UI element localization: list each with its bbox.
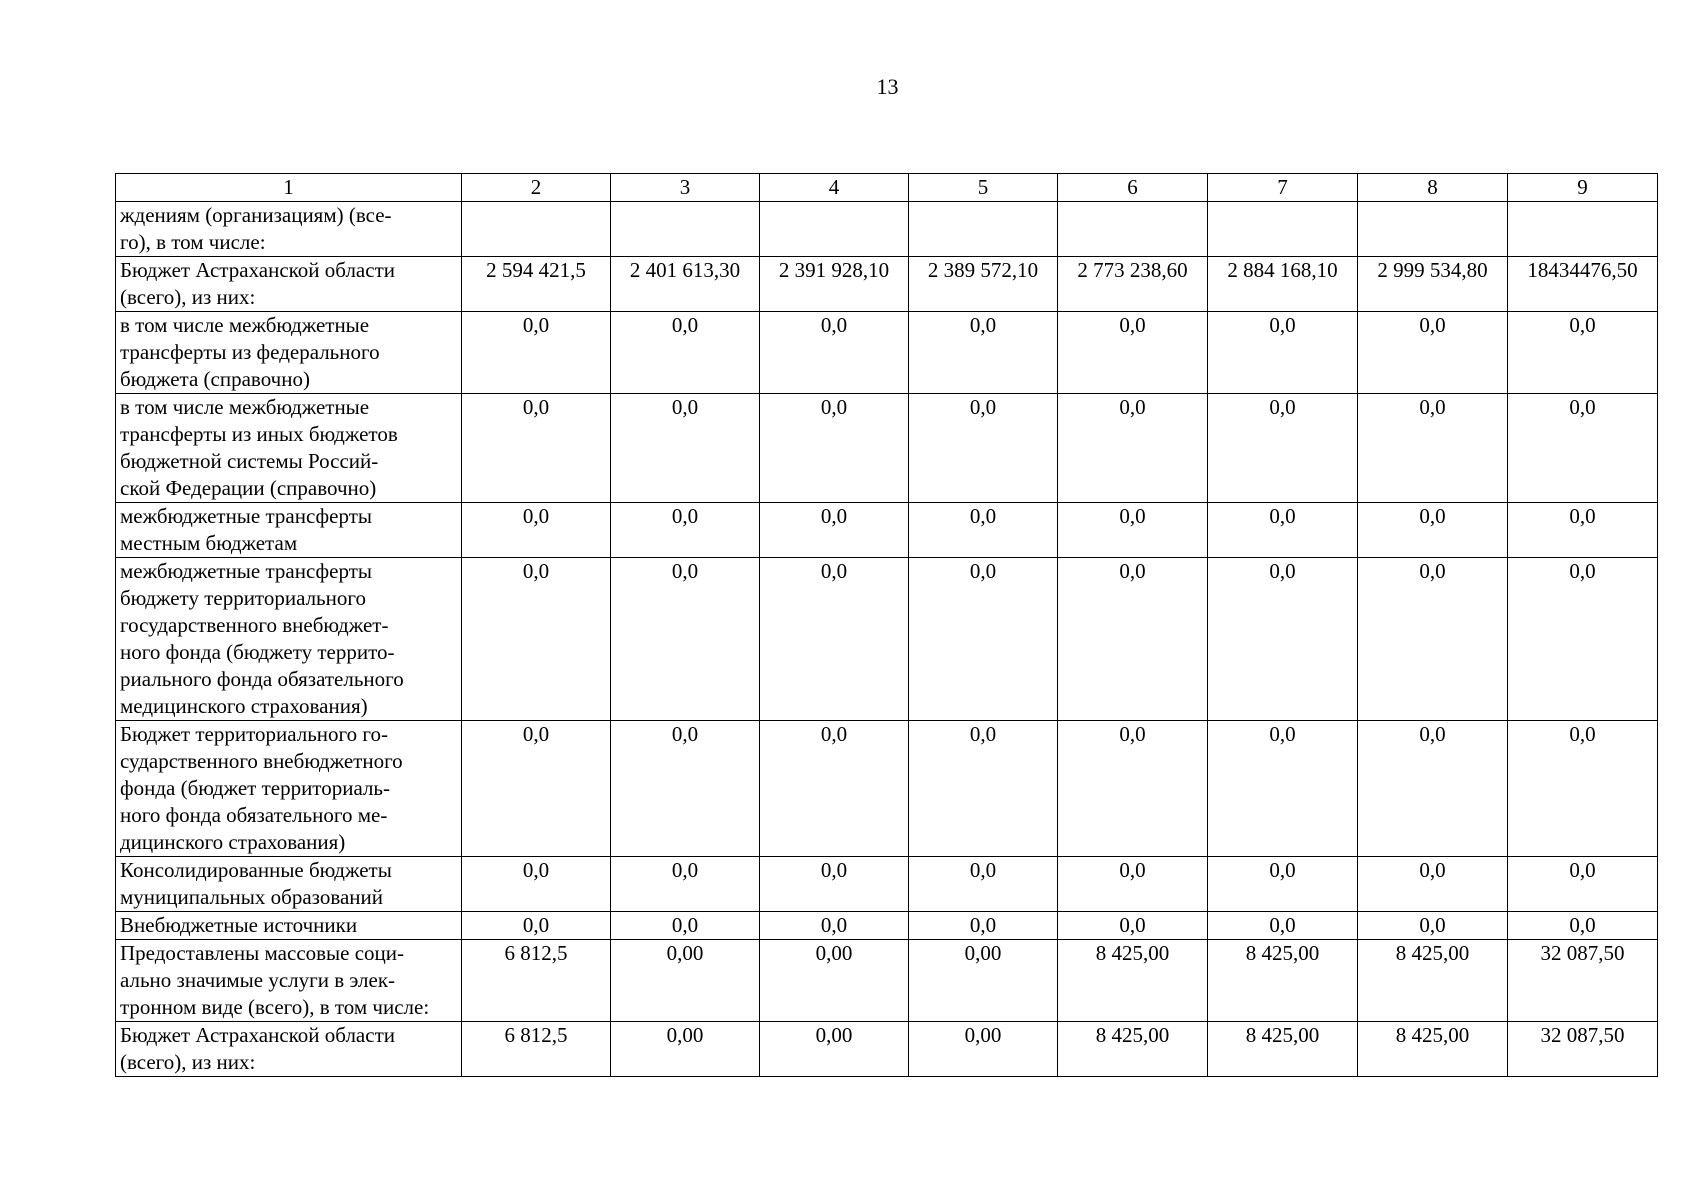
value-cell	[1058, 202, 1208, 257]
value-cell: 0,0	[1208, 857, 1358, 912]
value-cell: 0,0	[1358, 312, 1508, 394]
table-row	[116, 257, 1658, 312]
value-cell: 0,0	[462, 721, 611, 857]
value-cell: 0,0	[1358, 503, 1508, 558]
row-label-line: ного фонда обязательного ме-	[120, 803, 388, 827]
value-cell: 0,0	[909, 857, 1058, 912]
table-row	[116, 312, 1658, 394]
value-cell: 0,0	[1208, 394, 1358, 503]
value-cell: 0,0	[462, 912, 611, 940]
column-number-header: 7	[1208, 174, 1358, 202]
column-number-header: 9	[1508, 174, 1658, 202]
value-cell: 0,0	[1358, 394, 1508, 503]
table-row	[116, 857, 1658, 912]
column-number-header: 5	[909, 174, 1058, 202]
value-cell: 0,0	[611, 394, 760, 503]
value-cell: 0,0	[1058, 503, 1208, 558]
value-cell: 0,00	[611, 1022, 760, 1077]
value-cell: 0,00	[909, 940, 1058, 1022]
row-label-line: бюджета (справочно)	[120, 367, 310, 391]
row-label-line: го), в том числе:	[120, 230, 266, 254]
value-cell	[611, 202, 760, 257]
value-cell: 0,0	[1058, 857, 1208, 912]
value-cell: 0,0	[611, 503, 760, 558]
value-cell: 0,0	[1058, 558, 1208, 721]
value-cell: 0,0	[1358, 558, 1508, 721]
value-cell: 0,0	[462, 503, 611, 558]
row-label-line: (всего), из них:	[120, 285, 256, 309]
row-label-line: бюджету территориального	[120, 586, 366, 610]
value-cell: 2 594 421,5	[462, 257, 611, 312]
value-cell: 0,00	[760, 940, 909, 1022]
value-cell: 8 425,00	[1058, 1022, 1208, 1077]
value-cell: 0,0	[760, 312, 909, 394]
value-cell: 0,0	[909, 558, 1058, 721]
value-cell: 0,0	[462, 312, 611, 394]
value-cell: 0,0	[1208, 558, 1358, 721]
value-cell: 0,0	[462, 394, 611, 503]
row-label-line: ного фонда (бюджету террито-	[120, 640, 395, 664]
value-cell: 2 389 572,10	[909, 257, 1058, 312]
page-number: 13	[876, 74, 899, 99]
row-label-line: дицинского страхования)	[120, 830, 346, 854]
value-cell: 8 425,00	[1058, 940, 1208, 1022]
value-cell: 0,0	[611, 912, 760, 940]
value-cell: 8 425,00	[1208, 1022, 1358, 1077]
budget-table	[115, 173, 1658, 1077]
column-number-header: 8	[1358, 174, 1508, 202]
value-cell: 0,0	[1058, 912, 1208, 940]
value-cell: 0,0	[1508, 912, 1658, 940]
row-label-line: муниципальных образований	[120, 885, 383, 909]
row-label-line: (всего), из них:	[120, 1050, 256, 1074]
table-row	[116, 503, 1658, 558]
value-cell: 8 425,00	[1358, 1022, 1508, 1077]
value-cell	[909, 202, 1058, 257]
value-cell: 0,0	[611, 721, 760, 857]
value-cell: 0,0	[1508, 857, 1658, 912]
table-row	[116, 721, 1658, 857]
value-cell: 0,0	[611, 558, 760, 721]
row-label-line: Бюджет территориального го-	[120, 722, 388, 746]
value-cell: 0,00	[760, 1022, 909, 1077]
row-label-line: ждениям (организациям) (все-	[120, 203, 392, 227]
value-cell: 0,0	[760, 503, 909, 558]
row-label-cell	[116, 721, 462, 857]
row-label-line: риального фонда обязательного	[120, 667, 404, 691]
value-cell: 0,0	[611, 857, 760, 912]
value-cell: 0,0	[1208, 503, 1358, 558]
value-cell: 0,0	[1058, 721, 1208, 857]
value-cell: 0,0	[1508, 503, 1658, 558]
value-cell: 0,0	[1208, 312, 1358, 394]
row-label-line: межбюджетные трансферты	[120, 559, 372, 583]
table-row	[116, 940, 1658, 1022]
value-cell: 2 884 168,10	[1208, 257, 1358, 312]
row-label-line: ально значимые услуги в элек-	[120, 968, 396, 992]
value-cell: 0,00	[909, 1022, 1058, 1077]
value-cell: 18434476,50	[1508, 257, 1658, 312]
value-cell: 0,0	[1358, 721, 1508, 857]
value-cell: 0,0	[909, 503, 1058, 558]
value-cell: 0,0	[909, 312, 1058, 394]
row-label-line: Консолидированные бюджеты	[120, 858, 392, 882]
row-label-cell	[116, 857, 462, 912]
value-cell: 0,0	[760, 721, 909, 857]
value-cell: 0,0	[462, 558, 611, 721]
table-header-row	[116, 174, 1658, 202]
value-cell: 6 812,5	[462, 940, 611, 1022]
value-cell: 0,0	[760, 558, 909, 721]
value-cell: 8 425,00	[1208, 940, 1358, 1022]
value-cell: 0,0	[1508, 312, 1658, 394]
row-label-line: межбюджетные трансферты	[120, 504, 372, 528]
value-cell: 0,0	[1508, 394, 1658, 503]
value-cell: 0,0	[1508, 721, 1658, 857]
value-cell: 2 391 928,10	[760, 257, 909, 312]
row-label-line: в том числе межбюджетные	[120, 395, 370, 419]
row-label-line: трансферты из федерального	[120, 340, 380, 364]
value-cell	[462, 202, 611, 257]
row-label-line: государственного внебюджет-	[120, 613, 389, 637]
row-label-line: в том числе межбюджетные	[120, 313, 370, 337]
row-label-line: бюджетной системы Россий-	[120, 449, 379, 473]
table-row	[116, 202, 1658, 257]
value-cell	[760, 202, 909, 257]
column-number-header: 1	[116, 174, 462, 202]
row-label-line: сударственного внебюджетного	[120, 749, 403, 773]
value-cell: 2 401 613,30	[611, 257, 760, 312]
table-row	[116, 394, 1658, 503]
value-cell	[1208, 202, 1358, 257]
table-row	[116, 558, 1658, 721]
row-label-line: медицинского страхования)	[120, 694, 368, 718]
value-cell	[1358, 202, 1508, 257]
value-cell: 0,0	[1058, 394, 1208, 503]
value-cell: 0,0	[611, 312, 760, 394]
row-label-cell	[116, 202, 462, 257]
value-cell: 0,00	[611, 940, 760, 1022]
column-number-header: 4	[760, 174, 909, 202]
value-cell: 0,0	[1208, 912, 1358, 940]
column-number-header: 6	[1058, 174, 1208, 202]
value-cell: 2 773 238,60	[1058, 257, 1208, 312]
table-body	[116, 174, 1658, 1077]
row-label-line: тронном виде (всего), в том числе:	[120, 995, 430, 1019]
value-cell: 0,0	[1508, 558, 1658, 721]
value-cell: 0,0	[760, 857, 909, 912]
table-row	[116, 1022, 1658, 1077]
value-cell: 0,0	[1058, 312, 1208, 394]
row-label-line: Бюджет Астраханской области	[120, 1023, 395, 1047]
row-label-line: трансферты из иных бюджетов	[120, 422, 398, 446]
row-label-cell	[116, 312, 462, 394]
row-label-cell	[116, 257, 462, 312]
row-label-cell	[116, 558, 462, 721]
value-cell: 0,0	[1208, 721, 1358, 857]
value-cell: 0,0	[760, 394, 909, 503]
row-label-cell	[116, 1022, 462, 1077]
row-label-line: Предоставлены массовые соци-	[120, 941, 405, 965]
row-label-cell	[116, 912, 462, 940]
table-row	[116, 912, 1658, 940]
value-cell: 32 087,50	[1508, 940, 1658, 1022]
value-cell: 8 425,00	[1358, 940, 1508, 1022]
row-label-line: Внебюджетные источники	[120, 913, 358, 937]
column-number-header: 2	[462, 174, 611, 202]
value-cell: 0,0	[909, 721, 1058, 857]
value-cell: 0,0	[1358, 857, 1508, 912]
row-label-line: ской Федерации (справочно)	[120, 476, 377, 500]
value-cell: 32 087,50	[1508, 1022, 1658, 1077]
value-cell: 0,0	[760, 912, 909, 940]
column-number-header: 3	[611, 174, 760, 202]
row-label-line: фонда (бюджет территориаль-	[120, 776, 390, 800]
value-cell	[1508, 202, 1658, 257]
row-label-line: местным бюджетам	[120, 531, 298, 555]
row-label-cell	[116, 394, 462, 503]
value-cell: 6 812,5	[462, 1022, 611, 1077]
value-cell: 2 999 534,80	[1358, 257, 1508, 312]
value-cell: 0,0	[462, 857, 611, 912]
value-cell: 0,0	[909, 912, 1058, 940]
row-label-line: Бюджет Астраханской области	[120, 258, 395, 282]
row-label-cell	[116, 503, 462, 558]
value-cell: 0,0	[909, 394, 1058, 503]
row-label-cell	[116, 940, 462, 1022]
value-cell: 0,0	[1358, 912, 1508, 940]
